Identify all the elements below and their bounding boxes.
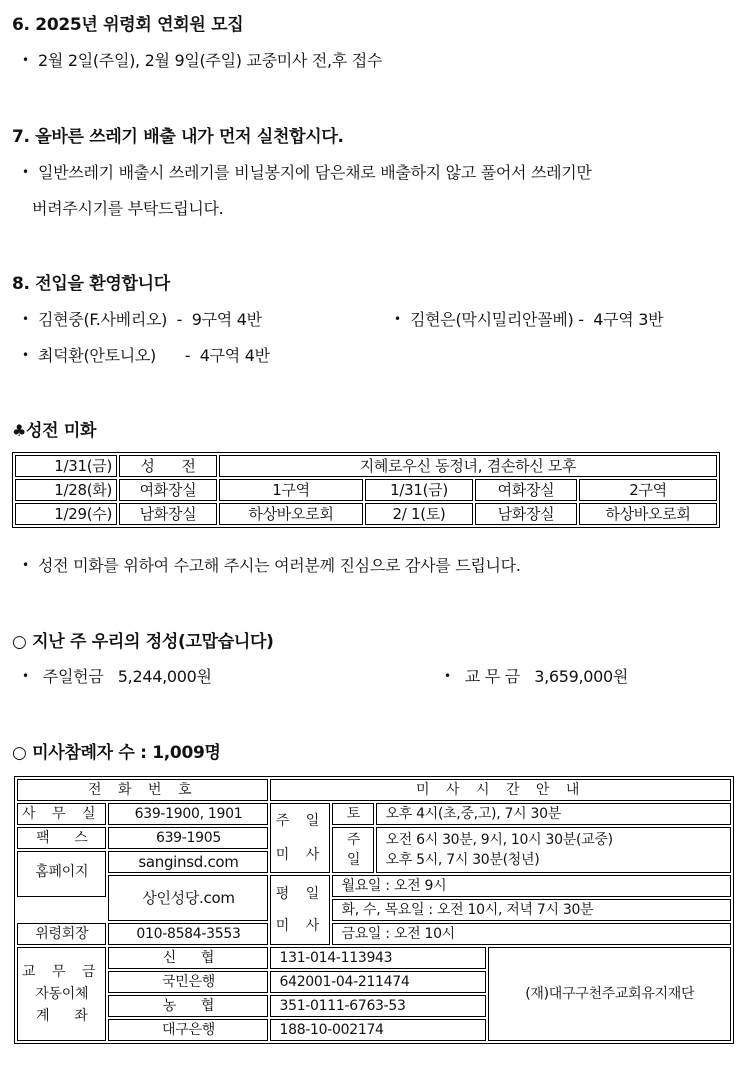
account-label-3: 계 좌 [36, 1008, 88, 1024]
offering-label: 교 무 금 [464, 667, 520, 686]
mass-header: 미 사 시 간 안 내 [270, 779, 731, 801]
table-row [17, 827, 731, 849]
homepage-label: 홈페이지 [17, 851, 106, 897]
table-cell: 1/31(금) [365, 479, 473, 501]
homepage-url[interactable]: sanginsd.com [108, 851, 268, 873]
altar-note: • 성전 미화를 위하여 수고해 주시는 여러분께 진심으로 감사를 드립니다. [22, 553, 521, 576]
saturday-label: 토 [332, 803, 374, 825]
account-label-2: 자동이체 [35, 986, 89, 1002]
section-8-title: 8. 전입을 환영합니다 [12, 274, 170, 294]
sunday-times-1: 오전 6시 30분, 9시, 10시 30분(교중) [385, 832, 613, 848]
club-icon: ♣ [12, 421, 27, 440]
section-7-item: • 일반쓰레기 배출시 쓰레기를 비닐봉지에 담은채로 배출하지 않고 풀어서 쓰레기만 [22, 160, 592, 183]
friday-times: 금요일 : 오전 10시 [332, 923, 731, 945]
table-cell: 1/29(수) [15, 503, 117, 525]
homepage-url-korean[interactable]: 상인성당.com [108, 875, 268, 921]
table-row [17, 803, 731, 825]
table-row [17, 779, 731, 801]
committee-label: 위령회장 [17, 923, 106, 945]
table-cell: 여화장실 [475, 479, 577, 501]
table-cell: 성 전 [119, 455, 217, 477]
weekday-mass-label [270, 875, 330, 945]
table-cell: 1구역 [219, 479, 363, 501]
table-cell: 하상바오로회 [219, 503, 363, 525]
altar-title-text: 성전 미화 [26, 421, 97, 441]
sunday-mass-label-2: 미 사 [275, 847, 326, 863]
table-cell: 1/31(금) [15, 455, 117, 477]
table-row [15, 479, 717, 501]
table-row [15, 503, 717, 525]
fax-label: 팩 스 [17, 827, 106, 849]
offering-label: 주일헌금 [42, 667, 104, 686]
bank-name: 신 협 [108, 947, 268, 969]
table-cell: 남화장실 [475, 503, 577, 525]
tue-thu-times: 화, 수, 목요일 : 오전 10시, 저녁 7시 30분 [332, 899, 731, 921]
bank-name: 대구은행 [108, 1019, 268, 1041]
table-row [17, 947, 731, 969]
saturday-times: 오후 4시(초,중,고), 7시 30분 [376, 803, 731, 825]
table-cell: 여화장실 [119, 479, 217, 501]
offering-item-dues [444, 664, 628, 687]
phone-header: 전 화 번 호 [17, 779, 268, 801]
table-cell: 남화장실 [119, 503, 217, 525]
weekday-mass-label-2: 미 사 [275, 918, 326, 934]
offering-item-sunday [22, 664, 212, 687]
sunday-label-1: 주 [346, 832, 361, 848]
account-label-1: 교 무 금 [22, 964, 102, 980]
sunday-mass-label-1: 주 일 [275, 813, 326, 829]
table-row [17, 875, 731, 897]
monday-times: 월요일 : 오전 9시 [332, 875, 731, 897]
office-phone: 639-1900, 1901 [108, 803, 268, 825]
account-holder: (재)대구구천주교회유지재단 [488, 947, 731, 1041]
altar-schedule-table [12, 452, 720, 528]
table-cell: 1/28(화) [15, 479, 117, 501]
offering-title: ○ 지난 주 우리의 정성(고맙습니다) [12, 632, 274, 652]
bank-account-number: 131-014-113943 [270, 947, 486, 969]
sunday-mass-label [270, 803, 330, 873]
table-row [17, 923, 731, 945]
sunday-label-2: 일 [346, 852, 361, 868]
offering-value: 5,244,000원 [117, 667, 212, 686]
section-6-title: 6. 2025년 위령회 연회원 모집 [12, 15, 244, 35]
spacer [17, 899, 106, 921]
section-6-item: • 2월 2일(주일), 2월 9일(주일) 교중미사 전,후 접수 [22, 48, 382, 71]
welcome-item: • 최덕환(안토니오) - 4구역 4반 [22, 343, 270, 366]
info-table [14, 776, 734, 1044]
sunday-times [376, 827, 731, 873]
section-7-title: 7. 올바른 쓰레기 배출 내가 먼저 실천합시다. [12, 127, 344, 147]
table-row [15, 455, 717, 477]
section-7-continuation: 버려주시기를 부탁드립니다. [32, 199, 224, 218]
offering-value: 3,659,000원 [534, 667, 629, 686]
account-label [17, 947, 106, 1041]
table-cell: 2/ 1(토) [365, 503, 473, 525]
bank-name: 농 협 [108, 995, 268, 1017]
committee-phone: 010-8584-3553 [108, 923, 268, 945]
welcome-item: • 김현중(F.사베리오) - 9구역 4반 [22, 307, 262, 330]
sunday-label [332, 827, 374, 873]
sunday-times-2: 오후 5시, 7시 30분(청년) [385, 852, 540, 868]
table-cell: 2구역 [579, 479, 717, 501]
attendance-title: ○ 미사참례자 수 : 1,009명 [12, 743, 221, 763]
bank-account-number: 188-10-002174 [270, 1019, 486, 1041]
welcome-item: • 김현은(막시밀리안꼴베) - 4구역 3반 [394, 307, 663, 330]
altar-title [12, 416, 96, 441]
bank-name: 국민은행 [108, 971, 268, 993]
weekday-mass-label-1: 평 일 [275, 886, 326, 902]
bank-account-number: 642001-04-211474 [270, 971, 486, 993]
office-label: 사 무 실 [17, 803, 106, 825]
fax-number: 639-1905 [108, 827, 268, 849]
bank-account-number: 351-0111-6763-53 [270, 995, 486, 1017]
table-cell: 하상바오로회 [579, 503, 717, 525]
table-cell: 지혜로우신 동정녀, 겸손하신 모후 [219, 455, 717, 477]
